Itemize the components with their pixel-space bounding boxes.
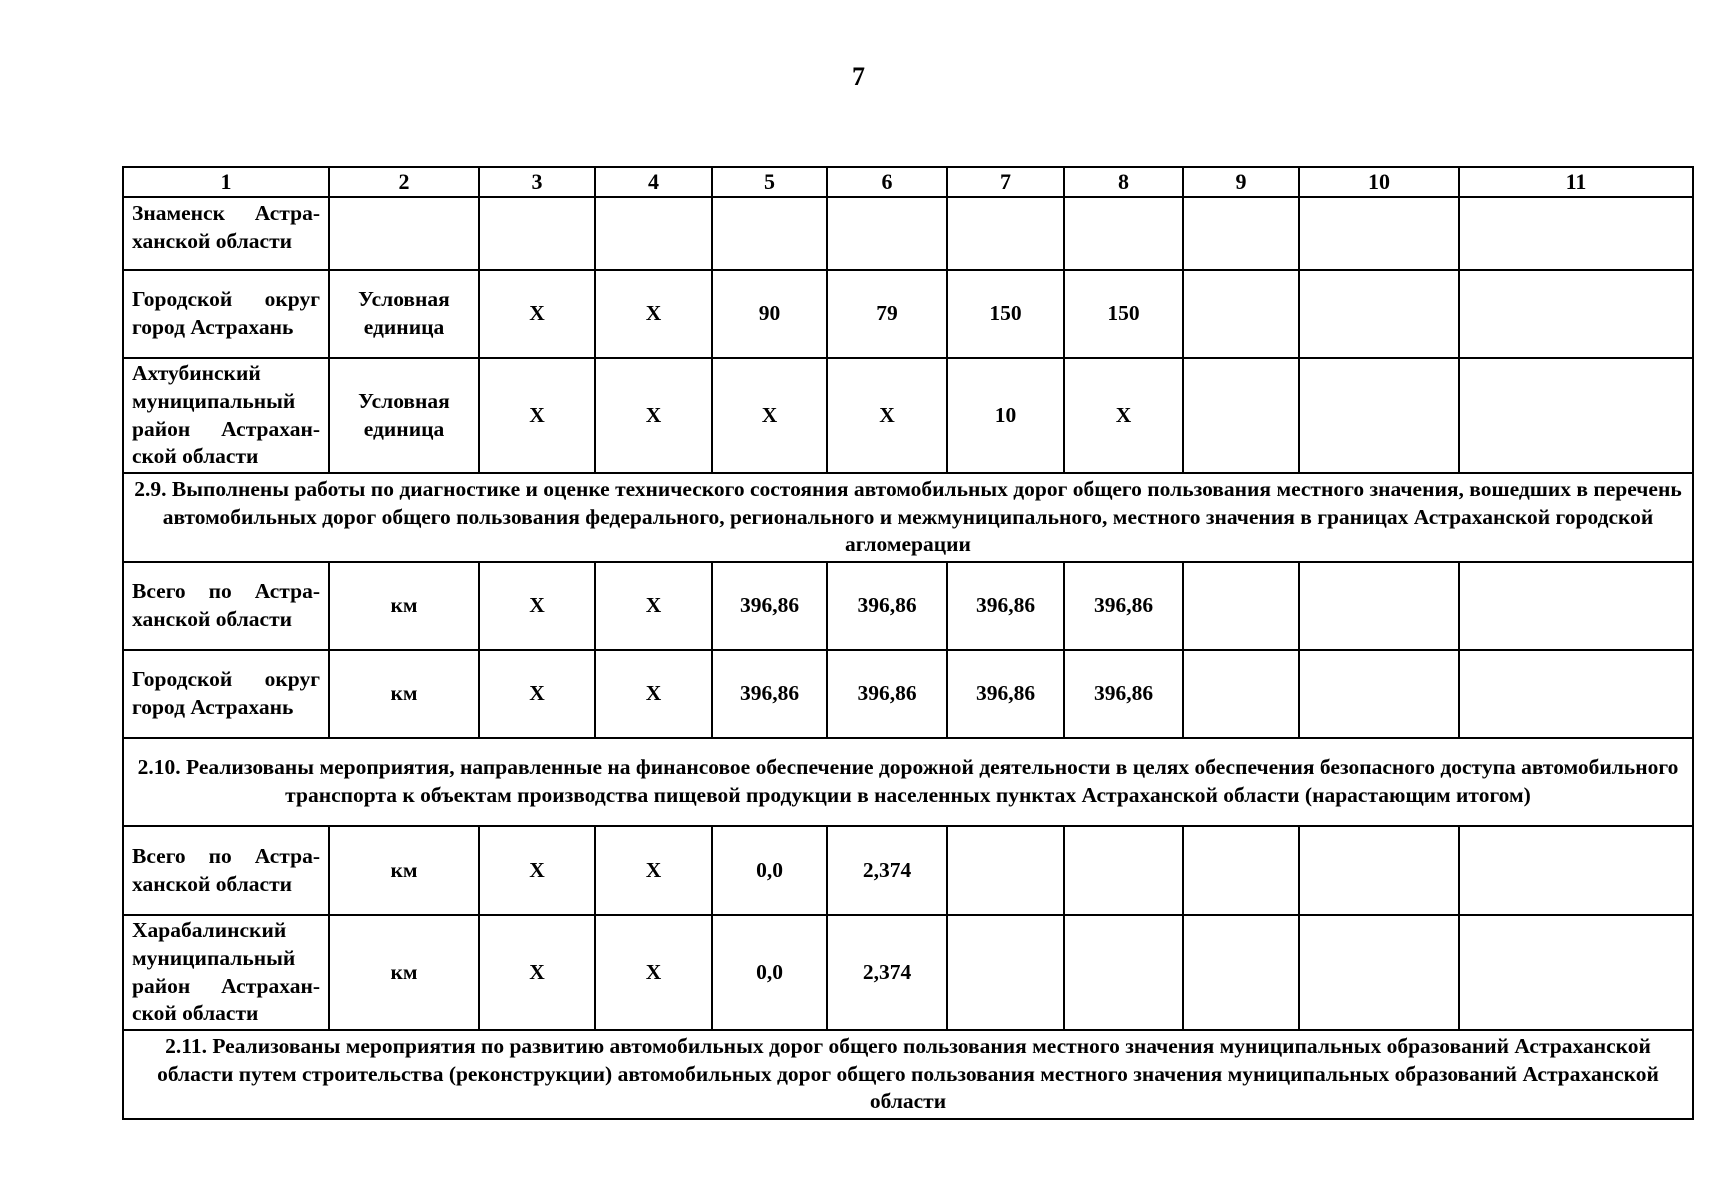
table-cell bbox=[1183, 197, 1299, 270]
table-cell: 396,86 bbox=[712, 562, 827, 650]
table-cell bbox=[1459, 358, 1693, 473]
section-heading-2-10: 2.10. Реализованы мероприятия, направленные на финансовое обеспечение дорожной деятельности в целях обеспечения безопасного доступа автомобильного транспорта к объектам производства пищевой продукции в населенных пунктах Астраханской области (нарастающим итогом) bbox=[123, 738, 1693, 826]
table-cell: км bbox=[329, 562, 479, 650]
table-cell bbox=[1064, 197, 1183, 270]
column-number-cell: 2 bbox=[329, 167, 479, 197]
table-cell: X bbox=[479, 826, 595, 915]
table-cell: X bbox=[479, 270, 595, 358]
table-cell: 2,374 bbox=[827, 915, 947, 1030]
table-cell bbox=[1299, 915, 1459, 1030]
column-number-cell: 3 bbox=[479, 167, 595, 197]
table-cell bbox=[947, 826, 1064, 915]
table-cell bbox=[1183, 826, 1299, 915]
table-cell: 396,86 bbox=[1064, 650, 1183, 738]
row-label-cell: Городской округ город Астрахань bbox=[123, 270, 329, 358]
table-cell: 396,86 bbox=[947, 562, 1064, 650]
table-cell: км bbox=[329, 826, 479, 915]
page-number: 7 bbox=[852, 62, 865, 91]
table-cell bbox=[1459, 915, 1693, 1030]
table-cell: 0,0 bbox=[712, 915, 827, 1030]
table-cell bbox=[329, 197, 479, 270]
table-cell bbox=[1299, 562, 1459, 650]
column-number-cell: 11 bbox=[1459, 167, 1693, 197]
table-cell: X bbox=[827, 358, 947, 473]
table-cell bbox=[1459, 826, 1693, 915]
row-label-cell: Всего по Астра-ханской области bbox=[123, 562, 329, 650]
table-row bbox=[123, 270, 1693, 358]
table-cell bbox=[712, 197, 827, 270]
column-number-cell: 10 bbox=[1299, 167, 1459, 197]
row-label-cell: Городской округ город Астрахань bbox=[123, 650, 329, 738]
table-cell bbox=[1299, 826, 1459, 915]
column-number-cell: 6 bbox=[827, 167, 947, 197]
column-number-cell: 7 bbox=[947, 167, 1064, 197]
table-cell bbox=[479, 197, 595, 270]
table-cell: Условная единица bbox=[329, 358, 479, 473]
table-cell: км bbox=[329, 915, 479, 1030]
table-cell: 10 bbox=[947, 358, 1064, 473]
table-row bbox=[123, 358, 1693, 473]
section-heading-row bbox=[123, 473, 1693, 562]
section-heading-2-11: 2.11. Реализованы мероприятия по развитию автомобильных дорог общего пользования местного значения муниципальных образований Астраханской области путем строительства (реконструкции) автомобильных дорог общего пользования местного значения муниципальных образований Астраханской области bbox=[123, 1030, 1693, 1119]
table-cell: 396,86 bbox=[947, 650, 1064, 738]
column-number-cell: 5 bbox=[712, 167, 827, 197]
table-cell: 2,374 bbox=[827, 826, 947, 915]
column-number-cell: 1 bbox=[123, 167, 329, 197]
table-cell: X bbox=[595, 650, 712, 738]
section-heading-row bbox=[123, 1030, 1693, 1119]
row-label-cell: Всего по Астра-ханской области bbox=[123, 826, 329, 915]
table-cell bbox=[1183, 562, 1299, 650]
section-heading-2-9: 2.9. Выполнены работы по диагностике и оценке технического состояния автомобильных дорог общего пользования местного значения, вошедших в перечень автомобильных дорог общего пользования федерального, регионального и межмуниципального, местного значения в границах Астраханской городской агломерации bbox=[123, 473, 1693, 562]
table-cell: X bbox=[479, 358, 595, 473]
table-cell: X bbox=[712, 358, 827, 473]
table-cell: X bbox=[595, 826, 712, 915]
table-cell: 396,86 bbox=[827, 650, 947, 738]
table-cell: X bbox=[595, 562, 712, 650]
row-label-cell: Ахтубинский муниципальный район Астрахан-ской области bbox=[123, 358, 329, 473]
table-cell bbox=[595, 197, 712, 270]
table-cell: X bbox=[479, 562, 595, 650]
table-cell bbox=[1183, 358, 1299, 473]
table-cell: 150 bbox=[947, 270, 1064, 358]
table-cell bbox=[947, 915, 1064, 1030]
row-label-cell: Знаменск Астра-ханской области bbox=[123, 197, 329, 270]
table-cell bbox=[1299, 358, 1459, 473]
table-cell bbox=[1183, 270, 1299, 358]
table-cell bbox=[1183, 650, 1299, 738]
table-cell: 396,86 bbox=[827, 562, 947, 650]
table-cell: 90 bbox=[712, 270, 827, 358]
column-number-row bbox=[123, 167, 1693, 197]
table-cell bbox=[1064, 826, 1183, 915]
table-cell: X bbox=[479, 650, 595, 738]
row-label-cell: Харабалинский муниципальный район Астрахан-ской области bbox=[123, 915, 329, 1030]
table-cell bbox=[1459, 270, 1693, 358]
table-cell: X bbox=[595, 270, 712, 358]
table-cell: X bbox=[595, 358, 712, 473]
column-number-cell: 8 bbox=[1064, 167, 1183, 197]
table-cell: 79 bbox=[827, 270, 947, 358]
column-number-cell: 9 bbox=[1183, 167, 1299, 197]
table-cell bbox=[1459, 650, 1693, 738]
table-row bbox=[123, 197, 1693, 270]
table-cell: X bbox=[1064, 358, 1183, 473]
table-cell bbox=[1459, 197, 1693, 270]
table-cell bbox=[1459, 562, 1693, 650]
table-cell: 0,0 bbox=[712, 826, 827, 915]
table-cell: X bbox=[479, 915, 595, 1030]
table-row bbox=[123, 562, 1693, 650]
table-row bbox=[123, 826, 1693, 915]
table-cell: 396,86 bbox=[712, 650, 827, 738]
table-row bbox=[123, 915, 1693, 1030]
table-row bbox=[123, 650, 1693, 738]
table-cell bbox=[1299, 650, 1459, 738]
table-cell: км bbox=[329, 650, 479, 738]
table-cell bbox=[1299, 197, 1459, 270]
table-cell: 396,86 bbox=[1064, 562, 1183, 650]
table-cell bbox=[1064, 915, 1183, 1030]
column-number-cell: 4 bbox=[595, 167, 712, 197]
table-cell bbox=[827, 197, 947, 270]
table-cell bbox=[947, 197, 1064, 270]
table-cell: X bbox=[595, 915, 712, 1030]
table-cell bbox=[1299, 270, 1459, 358]
section-heading-row bbox=[123, 738, 1693, 826]
table-cell: Условная единица bbox=[329, 270, 479, 358]
indicators-table bbox=[122, 166, 1694, 1120]
table-cell bbox=[1183, 915, 1299, 1030]
table-cell: 150 bbox=[1064, 270, 1183, 358]
